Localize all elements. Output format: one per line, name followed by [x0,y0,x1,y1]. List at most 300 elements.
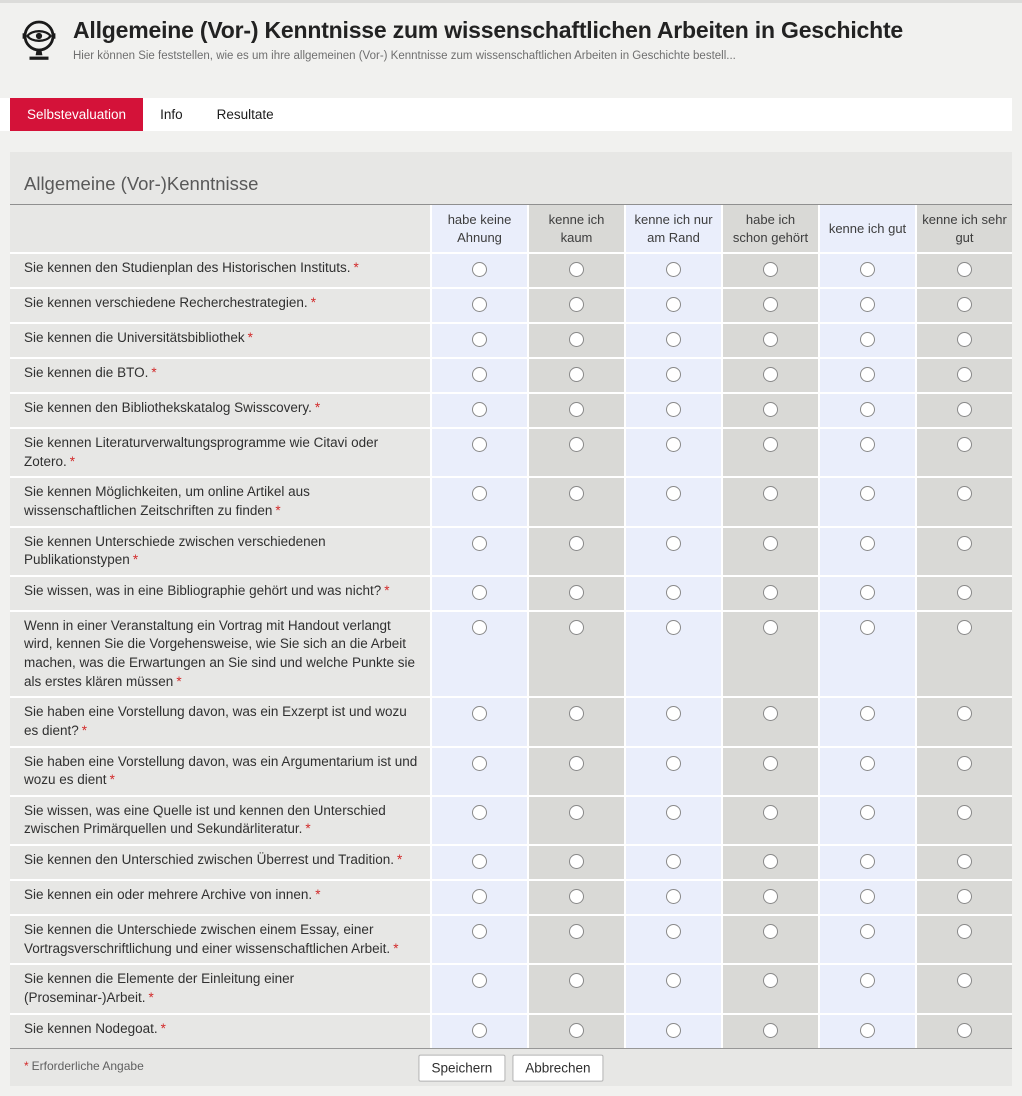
required-asterisk: * [132,552,139,568]
option-cell [624,881,721,916]
radio-option[interactable] [763,1023,778,1038]
question-text: Sie wissen, was eine Quelle ist und kennen den Unterschied zwischen Primärquellen und Sekundärliteratur. [24,802,386,837]
radio-option[interactable] [569,585,584,600]
option-cell [527,748,624,797]
question-text: Sie kennen die Elemente der Einleitung einer (Proseminar-)Arbeit. [24,971,295,1005]
column-header: kenne ich nur am Rand [624,205,721,254]
question-text: Sie kennen die Universitätsbibliothek [24,330,245,346]
question-cell [10,394,430,429]
question-text: Sie kennen die Unterschiede zwischen einem Essay, einer Vortragsverschriftlichung und einer wissenschaftlichen Arbeit. [24,922,391,956]
radio-option[interactable] [666,854,681,869]
question-text: Sie kennen den Studienplan des Historischen Instituts. [24,260,351,276]
radio-option[interactable] [763,536,778,551]
radio-option[interactable] [569,756,584,771]
radio-option[interactable] [569,297,584,312]
option-cell [915,289,1012,324]
radio-option[interactable] [569,262,584,277]
radio-option[interactable] [666,262,681,277]
option-cell [915,1015,1012,1048]
radio-option[interactable] [957,437,972,452]
option-cell [915,528,1012,577]
option-cell [915,577,1012,612]
radio-option[interactable] [957,973,972,988]
question-cell [10,698,430,747]
radio-option[interactable] [860,437,875,452]
radio-option[interactable] [957,924,972,939]
form-footer [10,1048,1012,1086]
option-cell [915,394,1012,429]
table-row [10,429,1012,478]
table-row [10,846,1012,881]
tab-info[interactable]: Info [160,107,183,122]
radio-option[interactable] [763,402,778,417]
question-cell [10,1015,430,1048]
radio-option[interactable] [666,437,681,452]
question-cell [10,528,430,577]
radio-option[interactable] [569,805,584,820]
radio-option[interactable] [666,1023,681,1038]
radio-option[interactable] [666,973,681,988]
radio-option[interactable] [860,262,875,277]
question-text: Sie kennen ein oder mehrere Archive von innen. [24,887,313,903]
tab-bar [0,98,1012,131]
required-asterisk: * [109,772,115,788]
option-cell [818,577,915,612]
required-asterisk: * [315,887,321,903]
option-cell [527,612,624,699]
radio-option[interactable] [763,924,778,939]
radio-option[interactable] [666,536,681,551]
matrix-question-table [10,205,1012,1048]
question-cell [10,429,430,478]
radio-option[interactable] [957,756,972,771]
radio-option[interactable] [569,924,584,939]
option-cell [818,478,915,527]
required-asterisk: * [24,1058,29,1073]
radio-option[interactable] [666,486,681,501]
column-header: kenne ich sehr gut [915,205,1012,254]
radio-option[interactable] [472,297,487,312]
question-text: Sie kennen Unterschiede zwischen verschiedenen Publikationstypen [24,533,326,568]
table-row [10,289,1012,324]
option-cell [915,478,1012,527]
required-asterisk: * [151,365,157,381]
table-row [10,478,1012,527]
radio-option[interactable] [472,973,487,988]
table-row [10,324,1012,359]
option-cell [915,612,1012,699]
radio-option[interactable] [860,536,875,551]
option-cell [527,254,624,289]
option-cell [721,478,818,527]
option-cell [527,881,624,916]
radio-option[interactable] [569,437,584,452]
radio-option[interactable] [860,1023,875,1038]
required-asterisk: * [305,821,311,837]
option-cell [527,577,624,612]
option-cell [915,797,1012,846]
option-cell [915,698,1012,747]
question-text: Wenn in einer Veranstaltung ein Vortrag mit Handout verlangt wird, kennen Sie die Vorgehensweise, wie Sie sich an die Arbeit machen, was die Erwartungen an Sie sind und welche Punkte sie als erstes klären müssen [24,617,415,689]
radio-option[interactable] [763,706,778,721]
radio-option[interactable] [569,332,584,347]
matrix-header-spacer [10,205,430,254]
option-cell [915,359,1012,394]
table-row [10,965,1012,1014]
option-cell [721,698,818,747]
question-cell [10,797,430,846]
option-cell [527,528,624,577]
radio-option[interactable] [957,332,972,347]
radio-option[interactable] [666,402,681,417]
radio-option[interactable] [569,889,584,904]
question-text: Sie haben eine Vorstellung davon, was ein Exzerpt ist und wozu es dient? [24,704,407,738]
radio-option[interactable] [472,620,487,635]
option-cell [624,698,721,747]
option-cell [818,324,915,359]
question-cell [10,881,430,916]
option-cell [624,797,721,846]
column-header: habe ich schon gehört [721,205,818,254]
radio-option[interactable] [860,854,875,869]
question-text: Sie wissen, was in eine Bibliographie gehört und was nicht? [24,582,382,598]
required-asterisk: * [275,502,281,518]
radio-option[interactable] [957,367,972,382]
footer-buttons [418,1055,603,1082]
radio-option[interactable] [666,620,681,635]
table-row [10,394,1012,429]
radio-option[interactable] [472,486,487,501]
required-asterisk: * [160,1020,166,1036]
radio-option[interactable] [860,620,875,635]
radio-option[interactable] [666,585,681,600]
option-cell [818,881,915,916]
radio-option[interactable] [569,402,584,417]
option-cell [624,577,721,612]
option-cell [721,394,818,429]
radio-option[interactable] [957,889,972,904]
option-cell [430,916,527,965]
radio-option[interactable] [472,805,487,820]
option-cell [527,359,624,394]
option-cell [721,1015,818,1048]
radio-option[interactable] [569,536,584,551]
option-cell [818,359,915,394]
option-cell [818,698,915,747]
option-cell [624,394,721,429]
option-cell [915,965,1012,1014]
radio-option[interactable] [860,805,875,820]
required-note: * Erforderliche Angabe [24,1058,144,1073]
option-cell [915,916,1012,965]
question-text: Sie kennen den Bibliothekskatalog Swisscovery. [24,400,312,416]
option-cell [915,748,1012,797]
radio-option[interactable] [957,854,972,869]
required-asterisk: * [176,673,182,689]
option-cell [527,394,624,429]
required-asterisk: * [384,582,390,598]
radio-option[interactable] [763,332,778,347]
question-text: Sie kennen Möglichkeiten, um online Artikel aus wissenschaftlichen Zeitschriften zu finden [24,484,310,518]
option-cell [527,1015,624,1048]
table-row [10,528,1012,577]
option-cell [527,965,624,1014]
option-cell [527,846,624,881]
question-text: Sie kennen die BTO. [24,365,149,381]
question-text: Sie kennen Nodegoat. [24,1020,158,1036]
radio-option[interactable] [957,297,972,312]
option-cell [624,254,721,289]
radio-option[interactable] [763,437,778,452]
option-cell [430,429,527,478]
radio-option[interactable] [666,805,681,820]
option-cell [818,528,915,577]
question-cell [10,478,430,527]
option-cell [721,359,818,394]
section-title: Allgemeine (Vor-)Kenntnisse [24,173,259,194]
radio-option[interactable] [957,402,972,417]
radio-option[interactable] [472,706,487,721]
question-cell [10,577,430,612]
option-cell [624,528,721,577]
matrix-body [10,254,1012,1048]
survey-panel [10,152,1012,1086]
radio-option[interactable] [569,367,584,382]
option-cell [721,748,818,797]
radio-option[interactable] [472,585,487,600]
radio-option[interactable] [763,367,778,382]
question-cell [10,254,430,289]
radio-option[interactable] [472,889,487,904]
radio-option[interactable] [763,486,778,501]
option-cell [624,965,721,1014]
question-text: Sie kennen verschiedene Recherchestrategien. [24,295,308,311]
option-cell [527,429,624,478]
radio-option[interactable] [472,854,487,869]
option-cell [818,965,915,1014]
radio-option[interactable] [860,585,875,600]
option-cell [721,612,818,699]
required-asterisk: * [69,453,76,469]
option-cell [915,881,1012,916]
option-cell [527,324,624,359]
option-cell [527,916,624,965]
table-row [10,698,1012,747]
radio-option[interactable] [666,924,681,939]
option-cell [818,429,915,478]
option-cell [430,748,527,797]
option-cell [624,478,721,527]
radio-option[interactable] [957,706,972,721]
option-cell [915,254,1012,289]
radio-option[interactable] [860,297,875,312]
table-row [10,254,1012,289]
option-cell [430,528,527,577]
column-header: habe keine Ahnung [430,205,527,254]
radio-option[interactable] [472,1023,487,1038]
radio-option[interactable] [763,756,778,771]
radio-option[interactable] [957,1023,972,1038]
column-header: kenne ich gut [818,205,915,254]
option-cell [818,797,915,846]
option-cell [430,394,527,429]
radio-option[interactable] [763,585,778,600]
radio-option[interactable] [763,889,778,904]
radio-option[interactable] [569,973,584,988]
option-cell [527,289,624,324]
option-cell [818,1015,915,1048]
page-title: Allgemeine (Vor-) Kenntnisse zum wissenschaftlichen Arbeiten in Geschichte [73,17,904,43]
question-cell [10,324,430,359]
option-cell [430,289,527,324]
radio-option[interactable] [957,486,972,501]
radio-option[interactable] [569,486,584,501]
question-text: Sie haben eine Vorstellung davon, was ein Argumentarium ist und wozu es dient [24,753,418,788]
question-text: Sie kennen Literaturverwaltungsprogramme wie Citavi oder Zotero. [24,435,379,469]
radio-option[interactable] [472,756,487,771]
question-cell [10,612,430,699]
question-cell [10,846,430,881]
required-asterisk: * [81,722,88,738]
table-row [10,881,1012,916]
option-cell [721,881,818,916]
radio-option[interactable] [472,332,487,347]
option-cell [721,965,818,1014]
option-cell [527,478,624,527]
save-button[interactable]: Speichern [418,1055,505,1082]
radio-option[interactable] [860,973,875,988]
radio-option[interactable] [472,536,487,551]
radio-option[interactable] [860,924,875,939]
radio-option[interactable] [666,367,681,382]
option-cell [818,748,915,797]
option-cell [430,881,527,916]
option-cell [624,748,721,797]
question-cell [10,748,430,797]
radio-option[interactable] [957,262,972,277]
radio-option[interactable] [957,585,972,600]
question-cell [10,359,430,394]
option-cell [915,429,1012,478]
table-row [10,577,1012,612]
option-cell [721,797,818,846]
option-cell [721,254,818,289]
radio-option[interactable] [666,332,681,347]
radio-option[interactable] [472,367,487,382]
radio-option[interactable] [472,437,487,452]
radio-option[interactable] [569,620,584,635]
tab-resultate[interactable]: Resultate [216,107,274,122]
question-cell [10,965,430,1014]
tab-selbstevaluation[interactable]: Selbstevaluation [10,98,143,131]
radio-option[interactable] [666,706,681,721]
radio-option[interactable] [860,756,875,771]
question-cell [10,289,430,324]
option-cell [915,846,1012,881]
option-cell [430,478,527,527]
option-cell [624,429,721,478]
page-subtitle: Hier können Sie feststellen, wie es um ihre allgemeinen (Vor-) Kenntnisse zum wissenschaftlichen Arbeiten in Geschichte bestell... [73,49,736,62]
option-cell [818,394,915,429]
radio-option[interactable] [569,1023,584,1038]
option-cell [430,1015,527,1048]
radio-option[interactable] [763,262,778,277]
option-cell [721,429,818,478]
option-cell [527,797,624,846]
option-cell [430,797,527,846]
radio-option[interactable] [472,402,487,417]
masthead [0,3,1022,98]
radio-option[interactable] [860,486,875,501]
question-cell [10,916,430,965]
option-cell [818,289,915,324]
table-row [10,797,1012,846]
required-asterisk: * [396,852,403,868]
option-cell [430,846,527,881]
radio-option[interactable] [763,805,778,820]
option-cell [818,612,915,699]
option-cell [624,612,721,699]
option-cell [721,846,818,881]
option-cell [818,916,915,965]
question-text: Sie kennen den Unterschied zwischen Überrest und Tradition. [24,852,394,868]
radio-option[interactable] [860,402,875,417]
option-cell [721,916,818,965]
radio-option[interactable] [569,706,584,721]
table-row [10,612,1012,699]
radio-option[interactable] [763,854,778,869]
option-cell [624,289,721,324]
radio-option[interactable] [860,889,875,904]
option-cell [624,324,721,359]
radio-option[interactable] [957,805,972,820]
required-asterisk: * [353,260,359,276]
radio-option[interactable] [569,854,584,869]
required-asterisk: * [148,989,154,1005]
option-cell [721,324,818,359]
column-header: kenne ich kaum [527,205,624,254]
radio-option[interactable] [860,332,875,347]
radio-option[interactable] [666,756,681,771]
radio-option[interactable] [860,367,875,382]
radio-option[interactable] [957,620,972,635]
radio-option[interactable] [860,706,875,721]
option-cell [624,1015,721,1048]
radio-option[interactable] [763,973,778,988]
cancel-button[interactable]: Abbrechen [512,1055,603,1082]
radio-option[interactable] [472,924,487,939]
radio-option[interactable] [666,889,681,904]
option-cell [430,965,527,1014]
table-row [10,359,1012,394]
radio-option[interactable] [763,297,778,312]
option-cell [721,289,818,324]
option-cell [430,577,527,612]
option-cell [624,846,721,881]
option-cell [818,254,915,289]
option-cell [915,324,1012,359]
radio-option[interactable] [763,620,778,635]
option-cell [624,359,721,394]
table-row [10,916,1012,965]
option-cell [430,324,527,359]
survey-eye-icon [16,16,64,69]
radio-option[interactable] [957,536,972,551]
radio-option[interactable] [472,262,487,277]
option-cell [430,359,527,394]
radio-option[interactable] [666,297,681,312]
table-row [10,1015,1012,1048]
